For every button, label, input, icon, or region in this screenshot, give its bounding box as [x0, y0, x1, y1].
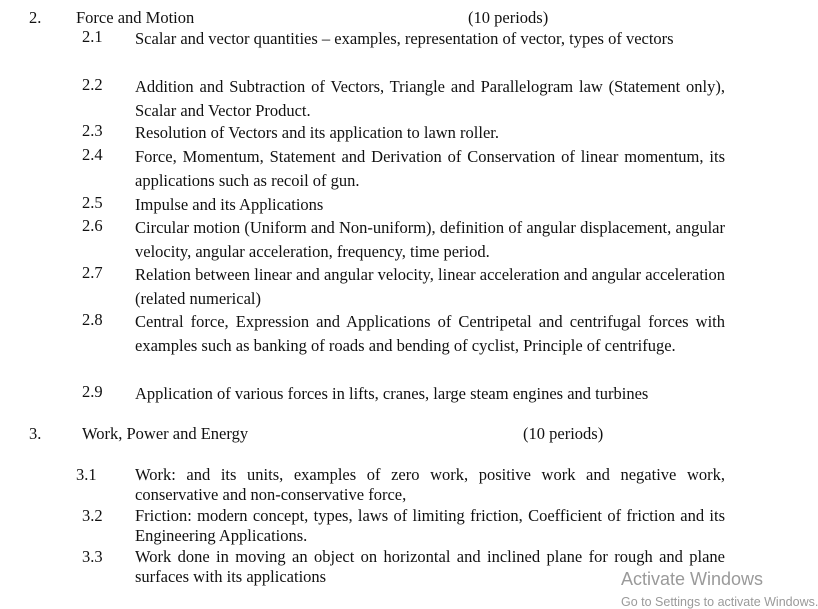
topic-text: Scalar and vector quantities – examples, representation of vector, types of vectors — [135, 29, 674, 48]
topic-number: 2.6 — [82, 216, 103, 235]
topic-text: Impulse and its Applications — [135, 195, 324, 214]
topic-number: 3.1 — [76, 465, 97, 484]
section-title: Work, Power and Energy — [82, 424, 249, 443]
activate-windows-watermark — [621, 568, 818, 609]
topic-number: 2.1 — [82, 27, 103, 46]
topic-number: 3.3 — [82, 547, 103, 566]
section-number: 3. — [29, 424, 42, 443]
watermark-subtitle: Go to Settings to activate Windows. — [621, 595, 818, 609]
topic-number: 2.5 — [82, 193, 103, 212]
section-periods: (10 periods) — [523, 424, 604, 443]
topic-text: Resolution of Vectors and its application to lawn roller. — [135, 123, 500, 142]
topic-text: Circular motion (Uniform and Non-uniform), definition of angular displacement, angular velocity, angular acceleration, frequency, time period. — [135, 218, 725, 261]
topic-text: Work done in moving an object on horizontal and inclined plane for rough and plane surfaces with its applications — [135, 547, 725, 586]
topic-number: 2.4 — [82, 145, 103, 164]
topic-text: Work: and its units, examples of zero work, positive work and negative work, conservative and non-conservative force, — [135, 465, 725, 504]
topic-number: 3.2 — [82, 506, 103, 525]
topic-text: Central force, Expression and Applications of Centripetal and centrifugal forces with examples such as banking of roads and bending of cyclist, Principle of centrifuge. — [135, 312, 725, 355]
section-periods: (10 periods) — [468, 8, 549, 27]
topic-text: Friction: modern concept, types, laws of limiting friction, Coefficient of friction and its Engineering Applications. — [135, 506, 725, 545]
topic-number: 2.9 — [82, 382, 103, 401]
topic-text: Application of various forces in lifts, cranes, large steam engines and turbines — [135, 384, 649, 403]
topic-number: 2.8 — [82, 310, 103, 329]
topic-number: 2.7 — [82, 263, 103, 282]
topic-text: Addition and Subtraction of Vectors, Triangle and Parallelogram law (Statement only), Scalar and Vector Product. — [135, 77, 725, 120]
watermark-title: Activate Windows — [621, 569, 764, 589]
topic-text: Relation between linear and angular velocity, linear acceleration and angular acceleration (related numerical) — [135, 265, 725, 308]
section-number: 2. — [29, 8, 42, 27]
section-title: Force and Motion — [76, 8, 195, 27]
topic-number: 2.3 — [82, 121, 103, 140]
topic-text: Force, Momentum, Statement and Derivation of Conservation of linear momentum, its applications such as recoil of gun. — [135, 147, 725, 190]
topic-number: 2.2 — [82, 75, 103, 94]
